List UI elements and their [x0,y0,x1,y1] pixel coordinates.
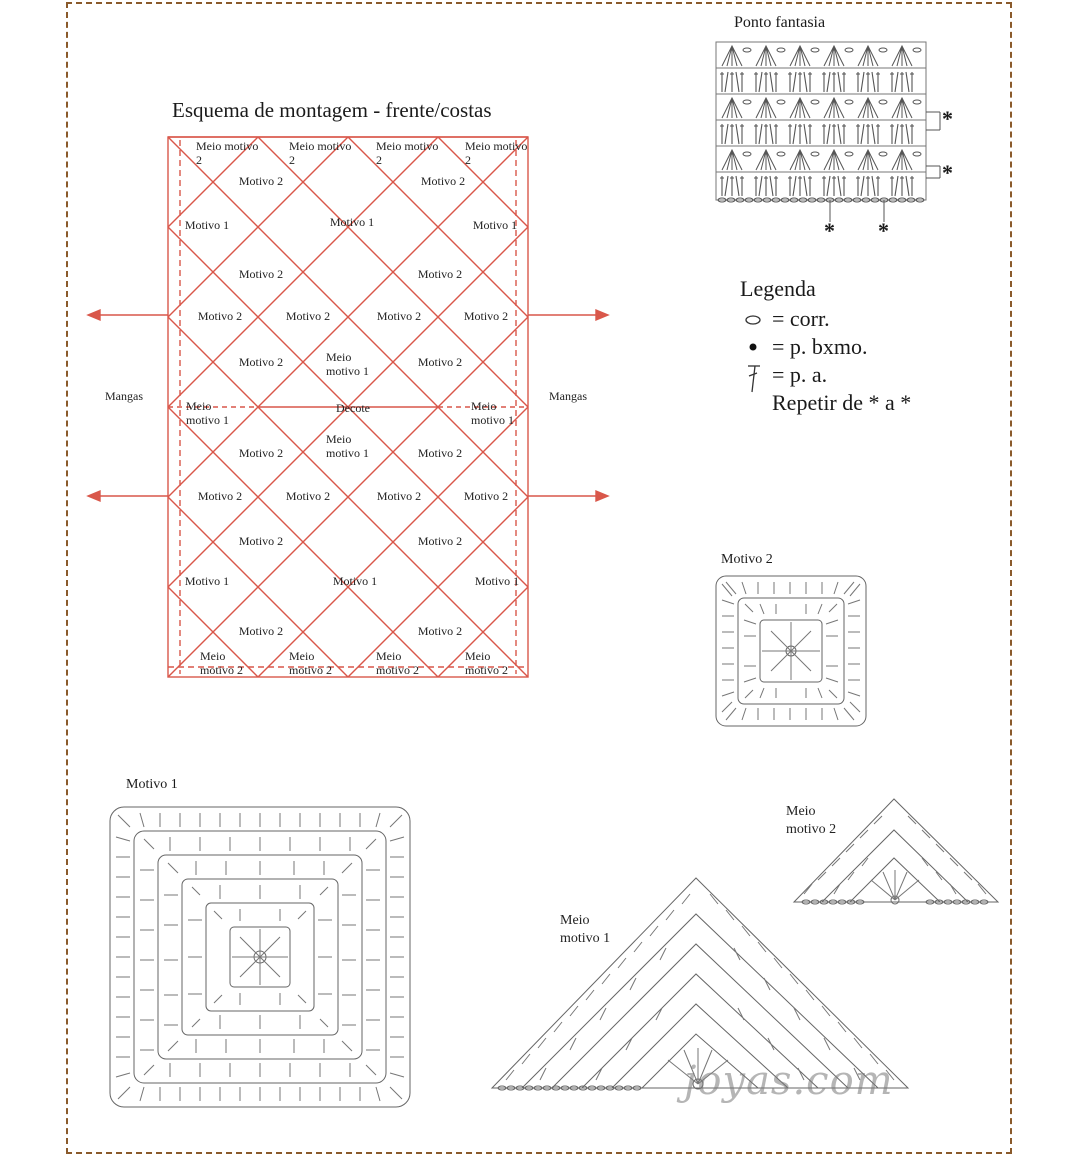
cell-motivo-2: Motivo 2 [285,489,331,503]
cell-motivo-2: Motivo 2 [463,309,509,323]
cell-motivo-2: Motivo 2 [376,309,422,323]
cell-motivo-2: Motivo 2 [197,489,243,503]
watermark: joyas.com [684,1058,894,1104]
cell-motivo-1: Motivo 1 [474,574,520,588]
cell-meio-motivo-1: Meio motivo 1 [326,350,370,378]
legend-bxmo: = p. bxmo. [772,334,868,359]
cell-meio-motivo-1: Meio motivo 1 [326,432,370,460]
cell-motivo-2: Motivo 2 [197,309,243,323]
cell-meio-motivo-2: Meio motivo 2 [465,649,509,677]
assembly-title: Esquema de montagem - frente/costas [172,98,492,122]
cell-motivo-1: Motivo 1 [329,215,375,229]
cell-motivo-2: Motivo 2 [238,624,284,638]
decote-label: Decote [336,401,370,415]
repeat-mark-4: * [878,218,889,243]
cell-motivo-2: Motivo 2 [420,174,466,188]
cell-motivo-2: Motivo 2 [417,446,463,460]
cell-motivo-2: Motivo 2 [417,624,463,638]
cell-meio-motivo-2: Meio motivo 2 [376,649,420,677]
meio-motivo-1-title: Meio motivo 1 [560,913,611,946]
legend-pa: = p. a. [772,362,828,387]
repeat-mark-2: * [942,160,953,185]
cell-motivo-2: Motivo 2 [238,267,284,281]
cell-motivo-2: Motivo 2 [417,355,463,369]
fantasia-title: Ponto fantasia [734,14,826,31]
cell-motivo-2: Motivo 2 [417,534,463,548]
cell-meio-motivo-2: Meio motivo 2 [200,649,244,677]
cell-motivo-2: Motivo 2 [285,309,331,323]
mangas-right: Mangas [549,389,587,403]
cell-motivo-1: Motivo 1 [332,574,378,588]
repeat-mark-1: * [942,106,953,131]
cell-meio-motivo-2: Meio motivo 2 [289,649,333,677]
meio-motivo-2-title: Meio motivo 2 [786,804,837,837]
cell-meio-motivo-2: Meio motivo 2 [196,139,259,167]
cell-motivo-1: Motivo 1 [472,218,518,232]
cell-motivo-2: Motivo 2 [238,534,284,548]
mangas-left: Mangas [105,389,143,403]
repeat-mark-3: * [824,218,835,243]
cell-motivo-2: Motivo 2 [238,355,284,369]
legend-corr: = corr. [772,306,830,331]
cell-motivo-1: Motivo 1 [184,218,230,232]
cell-motivo-2: Motivo 2 [238,446,284,460]
cell-meio-motivo-1: Meio motivo 1 [471,399,515,427]
motivo-2-title: Motivo 2 [721,552,773,567]
cell-motivo-2: Motivo 2 [376,489,422,503]
motivo-1-title: Motivo 1 [126,777,178,792]
legend-repeat: Repetir de * a * [772,390,912,415]
cell-meio-motivo-2: Meio motivo 2 [376,139,439,167]
cell-motivo-1: Motivo 1 [184,574,230,588]
cell-meio-motivo-2: Meio motivo 2 [465,139,528,167]
cell-meio-motivo-1: Meio motivo 1 [186,399,230,427]
cell-motivo-2: Motivo 2 [417,267,463,281]
cell-motivo-2: Motivo 2 [238,174,284,188]
cell-motivo-2: Motivo 2 [463,489,509,503]
cell-meio-motivo-2: Meio motivo 2 [289,139,352,167]
legend-title: Legenda [740,276,816,301]
